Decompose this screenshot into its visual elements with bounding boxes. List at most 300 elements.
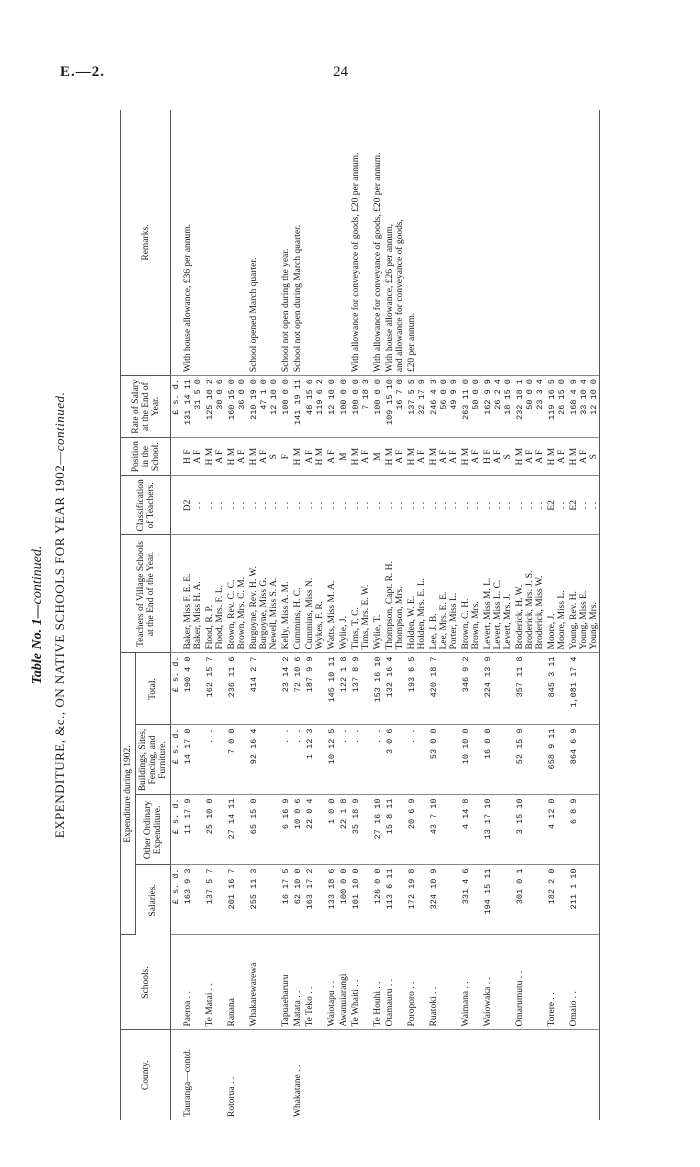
table-row bbox=[481, 110, 493, 1120]
salaries-cell: 113 6 11 bbox=[383, 865, 395, 935]
buildings-cell bbox=[449, 725, 459, 795]
school-cell: Torere . . bbox=[545, 935, 557, 1030]
teacher-cell: Cummins, Miss N. bbox=[303, 535, 315, 653]
school-cell: Ranana bbox=[225, 935, 237, 1030]
remarks-cell: With house allowance, £26 per annum, bbox=[383, 110, 395, 376]
school-cell: Otamauru . . bbox=[383, 935, 395, 1030]
salaries-cell bbox=[449, 865, 459, 935]
position-cell: A F bbox=[215, 438, 225, 476]
salaries-cell bbox=[471, 865, 481, 935]
teacher-cell: Broderick, Mrs. J. S. bbox=[525, 535, 535, 653]
total-cell bbox=[259, 653, 269, 725]
rate-cell: 131 14 11 bbox=[181, 376, 193, 438]
rate-cell: 100 0 0 bbox=[337, 376, 349, 438]
buildings-cell bbox=[417, 725, 427, 795]
total-cell: 23 14 2 bbox=[279, 653, 291, 725]
total-cell: 845 3 11 bbox=[545, 653, 557, 725]
other-expenditure-cell bbox=[361, 795, 371, 865]
position-cell: A F bbox=[417, 438, 427, 476]
col-header-remarks: Remarks. bbox=[121, 110, 171, 376]
classification-cell: . . bbox=[405, 476, 417, 535]
buildings-cell bbox=[237, 725, 247, 795]
buildings-cell: 10 12 5 bbox=[325, 725, 337, 795]
rate-cell: 246 4 3 bbox=[427, 376, 439, 438]
teacher-cell: Newell, Miss S. A. bbox=[269, 535, 279, 653]
salaries-cell bbox=[395, 865, 405, 935]
salaries-cell: 163 9 3 bbox=[181, 865, 193, 935]
county-cell bbox=[427, 1030, 439, 1120]
rate-cell: 30 0 6 bbox=[215, 376, 225, 438]
rate-cell: 32 17 9 bbox=[417, 376, 427, 438]
total-cell: 193 6 5 bbox=[405, 653, 417, 725]
remarks-cell bbox=[589, 110, 600, 376]
classification-cell: . . bbox=[439, 476, 449, 535]
county-cell bbox=[279, 1030, 291, 1120]
classification-cell: . . bbox=[325, 476, 337, 535]
classification-cell: . . bbox=[459, 476, 471, 535]
col-header-schools: Schools. bbox=[121, 935, 171, 1030]
school-cell: Awanuiarangi bbox=[337, 935, 349, 1030]
county-cell bbox=[203, 1030, 215, 1120]
remarks-cell bbox=[325, 110, 337, 376]
salaries-cell: 324 10 9 bbox=[427, 865, 439, 935]
other-expenditure-cell: 4 12 0 bbox=[545, 795, 557, 865]
other-expenditure-cell: 27 14 11 bbox=[225, 795, 237, 865]
school-cell: Te Whaiti . . bbox=[349, 935, 361, 1030]
county-cell bbox=[449, 1030, 459, 1120]
classification-cell: D2 bbox=[181, 476, 193, 535]
school-cell bbox=[361, 935, 371, 1030]
table-row bbox=[503, 110, 513, 1120]
position-cell: M bbox=[371, 438, 383, 476]
position-cell: H M bbox=[203, 438, 215, 476]
county-cell bbox=[459, 1030, 471, 1120]
other-expenditure-cell bbox=[493, 795, 503, 865]
buildings-cell: 92 16 4 bbox=[247, 725, 259, 795]
school-cell bbox=[237, 935, 247, 1030]
table-row bbox=[349, 110, 361, 1120]
salaries-cell: 16 17 5 bbox=[279, 865, 291, 935]
position-cell: A F bbox=[535, 438, 545, 476]
school-cell bbox=[439, 935, 449, 1030]
teacher-cell: Moore, J. bbox=[545, 535, 557, 653]
remarks-cell: School not open during March quarter. bbox=[291, 110, 303, 376]
classification-cell: . . bbox=[417, 476, 427, 535]
salaries-cell: 126 0 0 bbox=[371, 865, 383, 935]
table-row bbox=[525, 110, 535, 1120]
remarks-cell bbox=[545, 110, 557, 376]
teacher-cell: Tims, T. C. bbox=[349, 535, 361, 653]
county-cell bbox=[567, 1030, 579, 1120]
salaries-cell: 255 11 3 bbox=[247, 865, 259, 935]
remarks-cell bbox=[471, 110, 481, 376]
table-row bbox=[225, 110, 237, 1120]
classification-cell: . . bbox=[471, 476, 481, 535]
remarks-cell: School opened March quarter. bbox=[247, 110, 259, 376]
other-expenditure-cell bbox=[215, 795, 225, 865]
salaries-cell bbox=[269, 865, 279, 935]
salaries-cell: 163 17 2 bbox=[303, 865, 315, 935]
other-expenditure-cell: 4 14 8 bbox=[459, 795, 471, 865]
other-expenditure-cell: 25 10 0 bbox=[203, 795, 215, 865]
remarks-cell bbox=[417, 110, 427, 376]
table-row bbox=[203, 110, 215, 1120]
table-row bbox=[417, 110, 427, 1120]
unit-label: £ s. d. bbox=[171, 795, 182, 865]
position-cell: S bbox=[503, 438, 513, 476]
position-cell: M bbox=[337, 438, 349, 476]
other-expenditure-cell: 6 8 9 bbox=[567, 795, 579, 865]
table-row bbox=[513, 110, 525, 1120]
school-cell: Waiowaka . . bbox=[481, 935, 493, 1030]
buildings-cell: 864 6 9 bbox=[567, 725, 579, 795]
salaries-cell: 201 16 7 bbox=[225, 865, 237, 935]
teacher-cell: Kelly, Miss A. M. bbox=[279, 535, 291, 653]
salaries-cell bbox=[215, 865, 225, 935]
rate-cell: 12 10 0 bbox=[325, 376, 337, 438]
salaries-cell bbox=[361, 865, 371, 935]
other-expenditure-cell bbox=[525, 795, 535, 865]
county-cell bbox=[525, 1030, 535, 1120]
other-expenditure-cell bbox=[557, 795, 567, 865]
county-cell bbox=[503, 1030, 513, 1120]
school-cell bbox=[215, 935, 225, 1030]
rate-cell: 100 0 0 bbox=[349, 376, 361, 438]
other-expenditure-cell: 3 15 10 bbox=[513, 795, 525, 865]
other-expenditure-cell: 27 16 10 bbox=[371, 795, 383, 865]
salaries-cell bbox=[315, 865, 325, 935]
col-header-expenditure: Expenditure during 1902. bbox=[121, 653, 136, 935]
buildings-cell bbox=[193, 725, 203, 795]
total-cell bbox=[439, 653, 449, 725]
buildings-cell bbox=[589, 725, 600, 795]
county-cell bbox=[589, 1030, 600, 1120]
classification-cell: . . bbox=[291, 476, 303, 535]
table-row bbox=[383, 110, 395, 1120]
teacher-cell: Holden, W. E. bbox=[405, 535, 417, 653]
position-cell: A F bbox=[493, 438, 503, 476]
remarks-cell bbox=[203, 110, 215, 376]
position-cell: S bbox=[269, 438, 279, 476]
position-cell: A F bbox=[525, 438, 535, 476]
county-cell bbox=[535, 1030, 545, 1120]
classification-cell: . . bbox=[303, 476, 315, 535]
total-cell bbox=[525, 653, 535, 725]
other-expenditure-cell bbox=[589, 795, 600, 865]
total-cell: 187 9 9 bbox=[303, 653, 315, 725]
salaries-cell: 101 10 0 bbox=[349, 865, 361, 935]
classification-cell: . . bbox=[383, 476, 395, 535]
remarks-cell bbox=[193, 110, 203, 376]
other-expenditure-cell bbox=[315, 795, 325, 865]
buildings-cell: 14 17 0 bbox=[181, 725, 193, 795]
remarks-cell bbox=[525, 110, 535, 376]
county-cell bbox=[545, 1030, 557, 1120]
other-expenditure-cell: 20 6 9 bbox=[405, 795, 417, 865]
total-cell bbox=[315, 653, 325, 725]
county-cell bbox=[579, 1030, 589, 1120]
school-cell: Omarumutu . . bbox=[513, 935, 525, 1030]
table-row bbox=[279, 110, 291, 1120]
buildings-cell bbox=[503, 725, 513, 795]
county-cell bbox=[215, 1030, 225, 1120]
salaries-cell: 137 5 7 bbox=[203, 865, 215, 935]
other-expenditure-cell: 22 1 8 bbox=[337, 795, 349, 865]
salaries-cell: 172 19 8 bbox=[405, 865, 417, 935]
remarks-cell: With allowance for conveyance of goods, £20 per annum. bbox=[349, 110, 361, 376]
table-row bbox=[247, 110, 259, 1120]
county-cell bbox=[371, 1030, 383, 1120]
salaries-cell: 331 4 6 bbox=[459, 865, 471, 935]
other-expenditure-cell: 10 0 6 bbox=[291, 795, 303, 865]
county-cell: Whakatane . . bbox=[293, 1064, 303, 1117]
remarks-cell: School not open during the year. bbox=[279, 110, 291, 376]
position-cell: A F bbox=[259, 438, 269, 476]
teacher-cell: Tims, Mrs. E. W. bbox=[361, 535, 371, 653]
rate-cell: 26 15 0 bbox=[557, 376, 567, 438]
buildings-cell: . . bbox=[279, 725, 291, 795]
col-header-other: Other Ordinary Expenditure. bbox=[136, 795, 171, 865]
other-expenditure-cell: 1 0 0 bbox=[325, 795, 337, 865]
position-cell: H M bbox=[225, 438, 237, 476]
teacher-cell: Wylie, T. bbox=[371, 535, 383, 653]
school-cell bbox=[589, 935, 600, 1030]
buildings-cell: 7 0 0 bbox=[225, 725, 237, 795]
total-cell: 145 10 11 bbox=[325, 653, 337, 725]
county-cell bbox=[513, 1030, 525, 1120]
county-cell bbox=[417, 1030, 427, 1120]
buildings-cell: . . bbox=[405, 725, 417, 795]
table-body bbox=[171, 110, 600, 1120]
table-row bbox=[427, 110, 439, 1120]
position-cell: H M bbox=[427, 438, 439, 476]
buildings-cell bbox=[525, 725, 535, 795]
total-cell: 236 11 6 bbox=[225, 653, 237, 725]
school-cell bbox=[395, 935, 405, 1030]
rate-cell: 12 10 0 bbox=[269, 376, 279, 438]
teacher-cell: Young, Mrs. bbox=[589, 535, 600, 653]
school-cell bbox=[269, 935, 279, 1030]
total-cell bbox=[215, 653, 225, 725]
classification-cell: . . bbox=[361, 476, 371, 535]
remarks-cell bbox=[535, 110, 545, 376]
col-header-teachers: Teachers of Village Schools at the End of the Year. bbox=[121, 535, 171, 653]
classification-cell: . . bbox=[395, 476, 405, 535]
total-cell: 346 9 2 bbox=[459, 653, 471, 725]
rate-cell: 7 18 3 bbox=[361, 376, 371, 438]
total-cell bbox=[269, 653, 279, 725]
table-row bbox=[303, 110, 315, 1120]
county-cell bbox=[471, 1030, 481, 1120]
total-cell bbox=[237, 653, 247, 725]
total-cell: 414 2 7 bbox=[247, 653, 259, 725]
classification-cell: . . bbox=[503, 476, 513, 535]
total-cell: 162 15 7 bbox=[203, 653, 215, 725]
rate-cell: 109 15 10 bbox=[383, 376, 395, 438]
classification-cell: . . bbox=[371, 476, 383, 535]
total-cell bbox=[449, 653, 459, 725]
teacher-cell: Burgoyne, Miss G. bbox=[259, 535, 269, 653]
classification-cell: . . bbox=[449, 476, 459, 535]
other-expenditure-cell bbox=[395, 795, 405, 865]
total-cell bbox=[193, 653, 203, 725]
school-cell: Waiotapu . . bbox=[325, 935, 337, 1030]
school-cell bbox=[471, 935, 481, 1030]
salaries-cell: 211 1 10 bbox=[567, 865, 579, 935]
remarks-cell bbox=[481, 110, 493, 376]
teacher-cell: Young, Miss E. bbox=[579, 535, 589, 653]
other-expenditure-cell bbox=[579, 795, 589, 865]
county-cell bbox=[337, 1030, 349, 1120]
classification-cell: . . bbox=[349, 476, 361, 535]
units-row bbox=[171, 110, 182, 1120]
unit-label: £ s. d. bbox=[171, 376, 182, 438]
buildings-cell bbox=[579, 725, 589, 795]
salaries-cell bbox=[439, 865, 449, 935]
table-row bbox=[215, 110, 225, 1120]
col-header-buildings: Buildings, Sites, Fencing, and Furniture. bbox=[136, 725, 171, 795]
school-cell bbox=[259, 935, 269, 1030]
total-cell: 132 16 4 bbox=[383, 653, 395, 725]
rate-cell: 50 0 0 bbox=[471, 376, 481, 438]
total-cell: 224 13 9 bbox=[481, 653, 493, 725]
position-cell: A F bbox=[325, 438, 337, 476]
county-cell bbox=[259, 1030, 269, 1120]
table-row bbox=[361, 110, 371, 1120]
rate-cell: 141 19 11 bbox=[291, 376, 303, 438]
table-row bbox=[337, 110, 349, 1120]
county-cell bbox=[315, 1030, 325, 1120]
rate-cell: 119 6 2 bbox=[315, 376, 325, 438]
other-expenditure-cell bbox=[237, 795, 247, 865]
school-cell: Tapuaeharuru bbox=[279, 935, 291, 1030]
classification-cell: . . bbox=[225, 476, 237, 535]
col-header-rate: Rate of Salary at the End of Year. bbox=[121, 376, 171, 438]
salaries-cell bbox=[503, 865, 513, 935]
salaries-cell bbox=[417, 865, 427, 935]
other-expenditure-cell bbox=[503, 795, 513, 865]
classification-cell: E2 bbox=[545, 476, 557, 535]
rate-cell: 47 1 0 bbox=[259, 376, 269, 438]
rate-cell: 36 0 0 bbox=[237, 376, 247, 438]
other-expenditure-cell: 22 0 4 bbox=[303, 795, 315, 865]
remarks-cell bbox=[315, 110, 325, 376]
rate-cell: 16 7 0 bbox=[395, 376, 405, 438]
buildings-cell: . . bbox=[203, 725, 215, 795]
position-cell: A F bbox=[395, 438, 405, 476]
rate-cell: 48 15 6 bbox=[303, 376, 315, 438]
position-cell: S bbox=[589, 438, 600, 476]
total-cell bbox=[395, 653, 405, 725]
teacher-cell: Broderick, H. W. bbox=[513, 535, 525, 653]
remarks-cell bbox=[493, 110, 503, 376]
rate-cell: 12 10 0 bbox=[589, 376, 600, 438]
position-cell: A F bbox=[471, 438, 481, 476]
school-cell bbox=[315, 935, 325, 1030]
salaries-cell bbox=[557, 865, 567, 935]
table-row bbox=[557, 110, 567, 1120]
rate-cell: 160 15 0 bbox=[225, 376, 237, 438]
county-cell bbox=[481, 1030, 493, 1120]
remarks-cell bbox=[237, 110, 247, 376]
school-cell bbox=[525, 935, 535, 1030]
other-expenditure-cell bbox=[193, 795, 203, 865]
position-cell: H M bbox=[459, 438, 471, 476]
buildings-cell: 53 0 0 bbox=[427, 725, 439, 795]
total-cell bbox=[417, 653, 427, 725]
col-header-county: County. bbox=[121, 1030, 171, 1120]
other-expenditure-cell: 13 17 10 bbox=[481, 795, 493, 865]
teacher-cell: Porter, Miss L. bbox=[449, 535, 459, 653]
county-cell bbox=[349, 1030, 361, 1120]
teacher-cell: Levert, Miss L. C. bbox=[493, 535, 503, 653]
col-header-salaries: Salaries. bbox=[136, 865, 171, 935]
col-header-position: Position in the School. bbox=[121, 438, 171, 476]
school-cell bbox=[493, 935, 503, 1030]
position-cell: H F bbox=[481, 438, 493, 476]
remarks-cell bbox=[567, 110, 579, 376]
salaries-cell bbox=[579, 865, 589, 935]
remarks-cell bbox=[225, 110, 237, 376]
classification-cell: . . bbox=[525, 476, 535, 535]
other-expenditure-cell bbox=[471, 795, 481, 865]
county-cell bbox=[269, 1030, 279, 1120]
classification-cell: . . bbox=[579, 476, 589, 535]
classification-cell: . . bbox=[315, 476, 325, 535]
total-cell bbox=[557, 653, 567, 725]
teacher-cell: Brown, Mrs. bbox=[471, 535, 481, 653]
table-row bbox=[325, 110, 337, 1120]
buildings-cell: . . bbox=[337, 725, 349, 795]
teacher-cell: Flood, R. P. bbox=[203, 535, 215, 653]
remarks-cell: With allowance for conveyance of goods, £20 per annum. bbox=[371, 110, 383, 376]
remarks-cell bbox=[503, 110, 513, 376]
table-row bbox=[181, 110, 193, 1120]
buildings-cell: 3 0 6 bbox=[383, 725, 395, 795]
teacher-cell: Brown, Rev. C. C. bbox=[225, 535, 237, 653]
remarks-cell: £20 per annum. bbox=[405, 110, 417, 376]
teacher-cell: Watts, Miss M. A. bbox=[325, 535, 337, 653]
salaries-cell bbox=[589, 865, 600, 935]
other-expenditure-cell bbox=[535, 795, 545, 865]
remarks-cell bbox=[303, 110, 315, 376]
rate-cell: 119 16 5 bbox=[545, 376, 557, 438]
school-cell: Ruatoki . . bbox=[427, 935, 439, 1030]
position-cell: H M bbox=[247, 438, 259, 476]
teacher-cell: Brown, Mrs. C. M. bbox=[237, 535, 247, 653]
county-cell: Rotorua . . bbox=[227, 1076, 237, 1117]
table-row bbox=[439, 110, 449, 1120]
position-cell: H M bbox=[383, 438, 395, 476]
unit-label: £ s. d. bbox=[171, 653, 182, 725]
buildings-cell bbox=[557, 725, 567, 795]
buildings-cell bbox=[259, 725, 269, 795]
remarks-cell bbox=[259, 110, 269, 376]
position-cell: A F bbox=[439, 438, 449, 476]
buildings-cell bbox=[269, 725, 279, 795]
table-row bbox=[405, 110, 417, 1120]
rate-cell: 18 15 0 bbox=[503, 376, 513, 438]
rate-cell: 162 9 9 bbox=[481, 376, 493, 438]
teacher-cell: Wylie, J. bbox=[337, 535, 349, 653]
remarks-cell: With house allowance, £36 per annum. bbox=[181, 110, 193, 376]
school-cell: Poroporo . . bbox=[405, 935, 417, 1030]
position-cell: A F bbox=[361, 438, 371, 476]
table-row bbox=[291, 110, 303, 1120]
position-cell: A F bbox=[557, 438, 567, 476]
table-row bbox=[315, 110, 325, 1120]
unit-label: £ s. d. bbox=[171, 725, 182, 795]
